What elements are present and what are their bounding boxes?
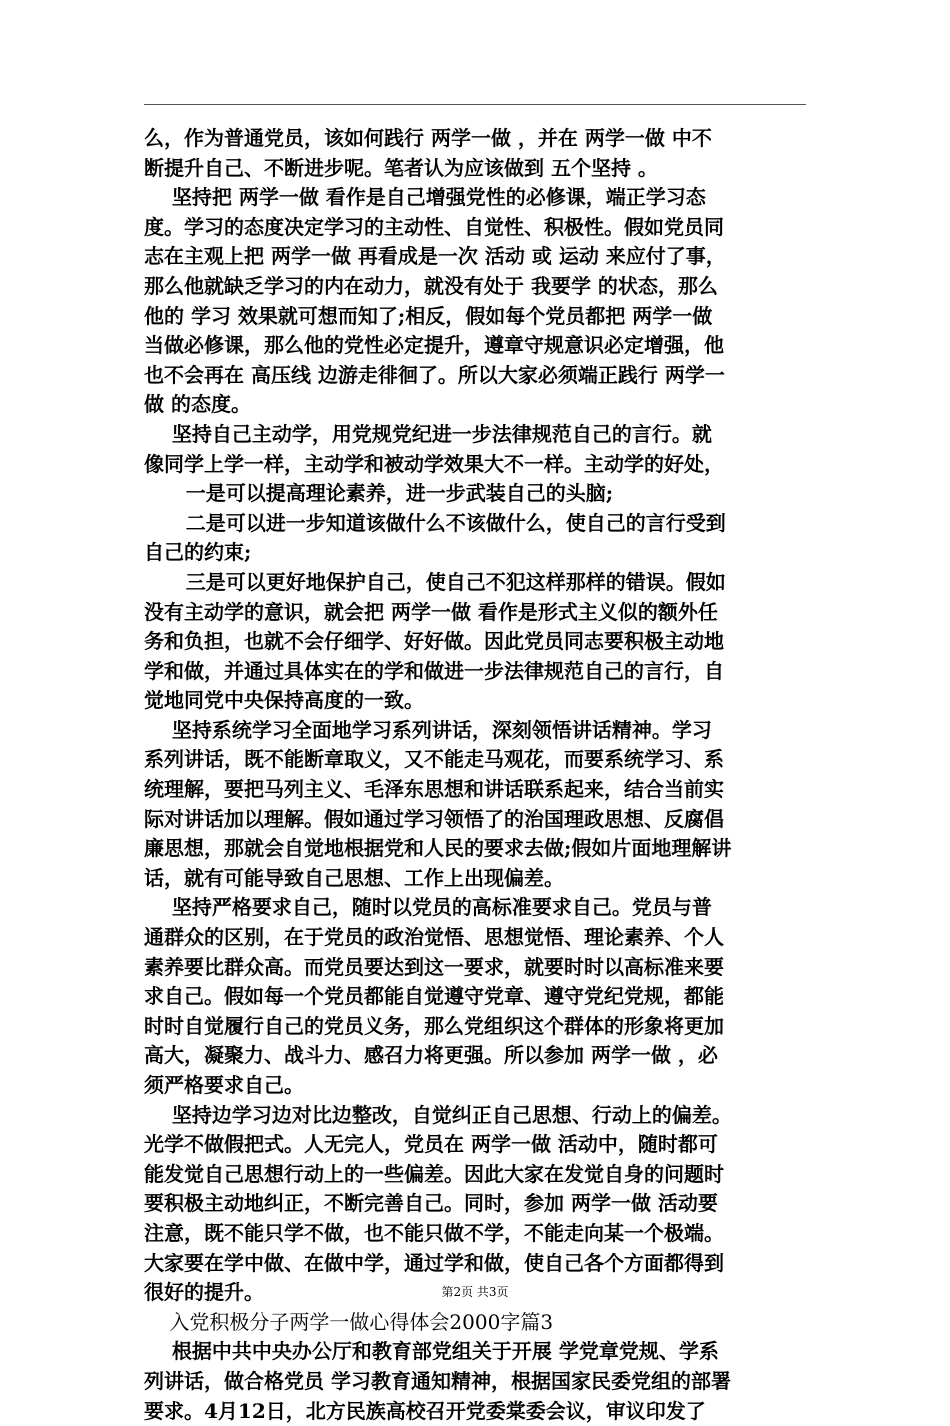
text-line: 很好的提升。	[144, 1280, 264, 1305]
text-line: 那么他就缺乏学习的内在动力，就没有处于 我要学 的状态，那么	[144, 273, 718, 298]
text-line: 要求。4月12日，北方民族高校召开党委棠委会议，审议印发了	[144, 1398, 706, 1423]
text-line: 没有主动学的意识，就会把 两学一做 看作是形式主义似的额外任	[144, 599, 718, 624]
text-line: 注意，既不能只学不做，也不能只做不学，不能走向某一个极端。	[144, 1220, 724, 1245]
text-line: 坚持自己主动学，用党规党纪进一步法律规范自己的言行。就	[144, 421, 712, 446]
text-line: 当做必修课，那么他的党性必定提升，遵章守规意识必定增强，他	[144, 333, 724, 358]
text-line: 他的 学习 效果就可想而知了;相反，假如每个党员都把 两学一做	[144, 303, 713, 328]
text-line: 通群众的区别，在于党员的政治觉悟、思想觉悟、理论素养、个人	[144, 925, 724, 950]
text-line: 根据中共中央办公厅和教育部党组关于开展 学党章党规、学系	[144, 1339, 719, 1364]
text-line: 坚持把 两学一做 看作是自己增强党性的必修课，端正学习态	[144, 185, 706, 210]
text-line: 光学不做假把式。人无完人，党员在 两学一做 活动中，随时都可	[144, 1132, 718, 1157]
text-line: 坚持系统学习全面地学习系列讲话，深刻领悟讲话精神。学习	[144, 717, 712, 742]
text-line: 像同学上学一样，主动学和被动学效果大不一样。主动学的好处，	[144, 451, 724, 476]
text-line: 志在主观上把 两学一做 再看成是一次 活动 或 运动 来应付了事，	[144, 244, 726, 269]
text-line: 觉地同党中央保持高度的一致。	[144, 688, 424, 713]
text-line: 三是可以更好地保护自己，使自己不犯这样那样的错误。假如	[144, 569, 726, 594]
text-line: 要积极主动地纠正，不断完善自己。同时，参加 两学一做 活动要	[144, 1191, 718, 1216]
text-line: 一是可以提高理论素养，进一步武装自己的头脑;	[144, 481, 614, 506]
text-line: 学和做，并通过具体实在的学和做进一步法律规范自己的言行，自	[144, 658, 724, 683]
text-line: 坚持严格要求自己，随时以党员的高标准要求自己。党员与普	[144, 895, 712, 920]
text-line: 须严格要求自己。	[144, 1073, 304, 1097]
page-body	[144, 124, 812, 1426]
text-line: 廉思想，那就会自觉地根据党和人民的要求去做;假如片面地理解讲	[144, 836, 732, 861]
text-line: 自己的约束;	[144, 540, 252, 565]
text-line: 话，就有可能导致自己思想、工作上出现偏差。	[144, 865, 564, 890]
text-line: 际对讲话加以理解。假如通过学习领悟了的治国理政思想、反腐倡	[144, 806, 724, 831]
header-rule	[144, 104, 806, 105]
text-line: 坚持边学习边对比边整改，自觉纠正自己思想、行动上的偏差。	[144, 1102, 732, 1127]
text-line: 统理解，要把马列主义、毛泽东思想和讲话联系起来，结合当前实	[144, 777, 724, 802]
text-line: 求自己。假如每一个党员都能自觉遵守党章、遵守党纪党规，都能	[144, 984, 724, 1009]
text-line: 大家要在学中做、在做中学，通过学和做，使自己各个方面都得到	[144, 1250, 724, 1275]
text-line: 列讲话，做合格党员 学习教育通知精神，根据国家民委党组的部署	[144, 1368, 731, 1393]
text-line: 系列讲话，既不能断章取义，又不能走马观花，而要系统学习、系	[144, 747, 724, 772]
page-footer: 第2页 共3页	[441, 1285, 509, 1299]
text-line: 时时自觉履行自己的党员义务，那么党组织这个群体的形象将更加	[144, 1013, 724, 1038]
text-line: 能发觉自己思想行动上的一些偏差。因此大家在发觉自身的问题时	[144, 1161, 724, 1186]
text-line: 务和负担，也就不会仔细学、好好做。因此党员同志要积极主动地	[144, 629, 724, 654]
text-line: 高大，凝聚力、战斗力、感召力将更强。所以参加 两学一做 ，必	[144, 1043, 718, 1068]
text-line: 入党积极分子两学一做心得体会2000字篇3	[144, 1309, 554, 1334]
text-line: 也不会再在 高压线 边游走徘徊了。所以大家必须端正践行 两学一	[144, 362, 725, 387]
text-line: 么，作为普通党员，该如何践行 两学一做 ，并在 两学一做 中不	[144, 126, 712, 150]
text-line: 度。学习的态度决定学习的主动性、自觉性、积极性。假如党员同	[144, 214, 724, 239]
text-line: 做 的态度。	[144, 392, 251, 417]
text-line: 断提升自己、不断进步呢。笔者认为应该做到 五个坚持 。	[144, 155, 658, 180]
text-line: 二是可以进一步知道该做什么不该做什么，使自己的言行受到	[144, 510, 726, 535]
text-line: 素养要比群众高。而党员要达到这一要求，就要时时以高标准来要	[144, 954, 724, 979]
